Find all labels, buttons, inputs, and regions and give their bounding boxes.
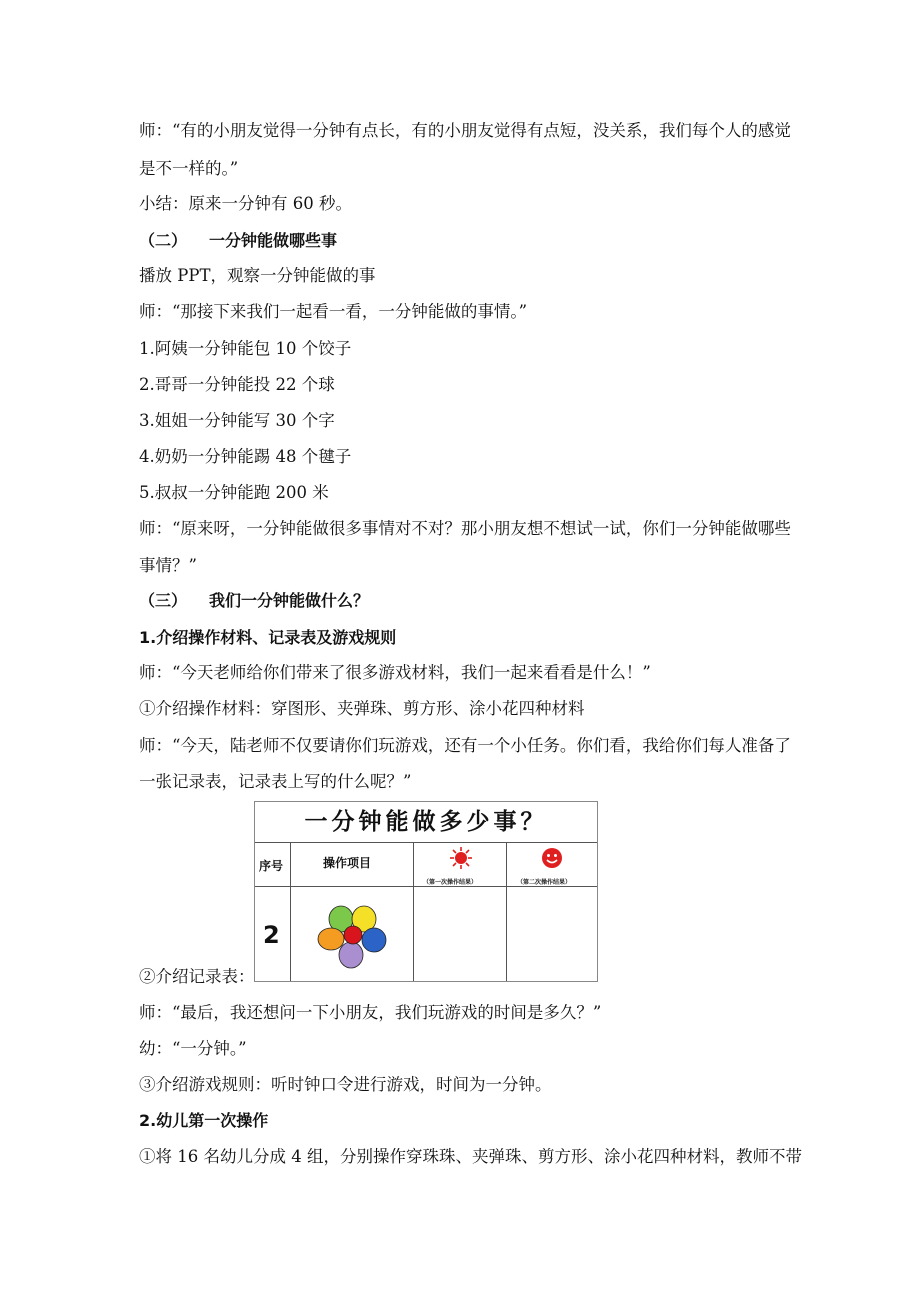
row-number: 2	[263, 921, 280, 949]
paragraph-line: ①将 16 名幼儿分成 4 组，分别操作穿珠珠、夹弹珠、剪方形、涂小花四种材料，教师不带	[139, 1147, 802, 1166]
heading-text: 一分钟能做哪些事	[209, 231, 338, 250]
caption-second-result: （第二次操作结果）	[517, 879, 572, 886]
subheading: 1.介绍操作材料、记录表及游戏规则	[139, 628, 397, 647]
heading-number: （三）	[139, 591, 188, 610]
paragraph-line: 小结：原来一分钟有 60 秒。	[139, 194, 352, 213]
paragraph-line: ②介绍记录表：	[139, 967, 255, 986]
list-item: 1.阿姨一分钟能包 10 个饺子	[139, 339, 352, 358]
smiley-icon	[541, 847, 563, 869]
section-heading-3	[139, 590, 369, 612]
paragraph-line: 师：“今天，陆老师不仅要请你们玩游戏，还有一个小任务。你们看，我给你们每人准备了	[139, 736, 791, 755]
flower-icon	[317, 902, 389, 972]
paragraph-line: 师：“那接下来我们一起看一看，一分钟能做的事情。”	[139, 302, 528, 321]
sun-icon	[449, 846, 473, 870]
caption-first-result: （第一次操作结果）	[423, 879, 478, 886]
paragraph-line: 播放 PPT，观察一分钟能做的事	[139, 266, 376, 285]
paragraph-line: 幼：“一分钟。”	[139, 1039, 247, 1058]
list-item: 4.奶奶一分钟能踢 48 个毽子	[139, 447, 352, 466]
heading-number: （二）	[139, 231, 188, 250]
paragraph-line: 师：“有的小朋友觉得一分钟有点长，有的小朋友觉得有点短，没关系，我们每个人的感觉	[139, 121, 791, 140]
column-header-number: 序号	[259, 859, 284, 873]
list-item: 5.叔叔一分钟能跑 200 米	[139, 483, 329, 502]
paragraph-line: 一张记录表，记录表上写的什么呢？”	[139, 772, 412, 791]
paragraph-line: ③介绍游戏规则：听时钟口令进行游戏，时间为一分钟。	[139, 1075, 552, 1094]
list-item: 3.姐姐一分钟能写 30 个字	[139, 411, 335, 430]
paragraph-line: 师：“原来呀，一分钟能做很多事情对不对？那小朋友想不想试一试，你们一分钟能做哪些	[139, 519, 791, 538]
subheading: 2.幼儿第一次操作	[139, 1111, 269, 1130]
heading-text: 我们一分钟能做什么？	[209, 591, 370, 610]
paragraph-line: 师：“今天老师给你们带来了很多游戏材料，我们一起来看看是什么！”	[139, 663, 651, 682]
paragraph-line: 是不一样的。”	[139, 159, 239, 178]
column-header-item: 操作项目	[323, 856, 372, 870]
paragraph-line: 师：“最后，我还想问一下小朋友，我们玩游戏的时间是多久？”	[139, 1003, 602, 1022]
paragraph-line: 事情？”	[139, 556, 197, 575]
record-table-title: 一分钟能做多少事？	[255, 802, 597, 843]
record-table-image	[254, 801, 598, 982]
section-heading-2	[139, 230, 337, 252]
paragraph-line: ①介绍操作材料：穿图形、夹弹珠、剪方形、涂小花四种材料	[139, 699, 585, 718]
list-item: 2.哥哥一分钟能投 22 个球	[139, 375, 335, 394]
